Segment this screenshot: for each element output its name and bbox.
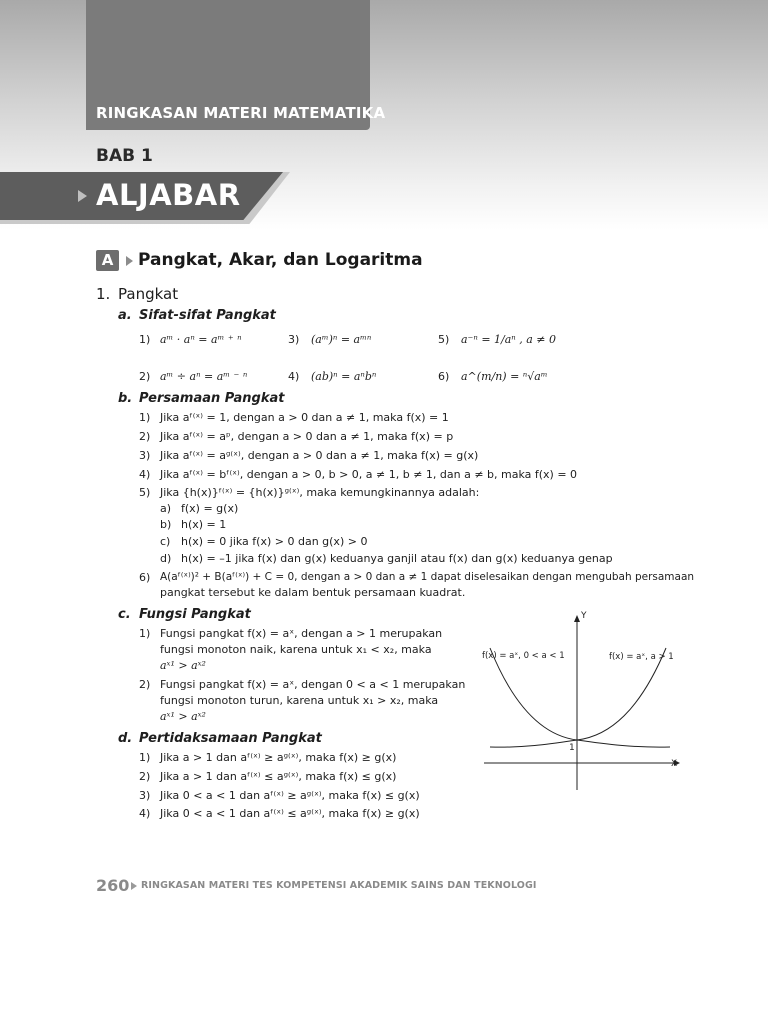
item-text: Jika aᶠ⁽ˣ⁾ = aᵍ⁽ˣ⁾, dengan a > 0 dan a ≠ 1, maka f(x) = g(x)	[160, 449, 479, 462]
sub-a-title: Sifat-sifat Pangkat	[139, 308, 276, 323]
exponential-function-graph	[470, 600, 690, 800]
intercept-label: 1	[569, 743, 575, 753]
rule-formula: a^(m/n) = ⁿ√aᵐ	[461, 370, 548, 383]
sub-item-text: h(x) = –1 jika f(x) dan g(x) keduanya ganjil atau f(x) dan g(x) keduanya genap	[181, 552, 613, 565]
series-title: RINGKASAN MATERI MATEMATIKA	[96, 104, 386, 122]
section-badge: A	[96, 250, 119, 271]
item-text: Jika 0 < a < 1 dan aᶠ⁽ˣ⁾ ≤ aᵍ⁽ˣ⁾, maka f(x) ≥ g(x)	[160, 807, 420, 820]
item-text: Jika 0 < a < 1 dan aᶠ⁽ˣ⁾ ≥ aᵍ⁽ˣ⁾, maka f(x) ≤ g(x)	[160, 789, 420, 802]
x-axis-label: X	[671, 759, 678, 769]
sub-item-number: b)	[160, 518, 172, 531]
rule-number: 5)	[438, 333, 450, 346]
item-number: 3)	[139, 449, 151, 462]
sub-b-label: b.	[118, 391, 133, 406]
rule-formula: a⁻ⁿ = 1/aⁿ , a ≠ 0	[461, 333, 557, 346]
footer-text: RINGKASAN MATERI TES KOMPETENSI AKADEMIK SAINS DAN TEKNOLOGI	[141, 880, 537, 891]
sub-item-number: c)	[160, 535, 171, 548]
item-number: 3)	[139, 789, 151, 802]
right-curve-label: f(x) = aˣ, a > 1	[609, 652, 674, 662]
item-text-continued: fungsi monoton turun, karena untuk x₁ > x₂, maka	[160, 694, 439, 707]
rule-number: 3)	[288, 333, 300, 346]
item-text: Jika aᶠ⁽ˣ⁾ = 1, dengan a > 0 dan a ≠ 1, maka f(x) = 1	[160, 411, 449, 424]
item-number: 2)	[139, 770, 151, 783]
rule-number: 2)	[139, 370, 151, 383]
item-number: 4)	[139, 468, 151, 481]
item-formula: aˣ¹ > aˣ²	[160, 710, 206, 723]
item-text: Jika aᶠ⁽ˣ⁾ = aᵖ, dengan a > 0 dan a ≠ 1, maka f(x) = p	[160, 430, 454, 443]
topic-title: Pangkat	[118, 285, 179, 303]
item-text: Fungsi pangkat f(x) = aˣ, dengan 0 < a < 1 merupakan	[160, 678, 466, 691]
rule-formula: aᵐ ÷ aⁿ = aᵐ ⁻ ⁿ	[160, 370, 248, 383]
y-axis-arrow-icon	[574, 615, 580, 622]
item-number: 4)	[139, 807, 151, 820]
item-text: Jika {h(x)}ᶠ⁽ˣ⁾ = {h(x)}ᵍ⁽ˣ⁾, maka kemungkinannya adalah:	[160, 486, 480, 499]
rule-number: 6)	[438, 370, 450, 383]
item-text-continued: pangkat tersebut ke dalam bentuk persamaan kuadrat.	[160, 586, 466, 599]
chapter-label: BAB 1	[96, 146, 153, 166]
sub-item-text: h(x) = 1	[181, 518, 227, 531]
rule-formula: aᵐ · aⁿ = aᵐ ⁺ ⁿ	[160, 333, 242, 346]
sub-item-number: d)	[160, 552, 172, 565]
chapter-title: ALJABAR	[96, 178, 241, 212]
item-number: 1)	[139, 411, 151, 424]
section-title: Pangkat, Akar, dan Logaritma	[138, 250, 423, 270]
topic-number: 1.	[96, 285, 111, 303]
rule-formula: (aᵐ)ⁿ = aᵐⁿ	[311, 333, 372, 346]
sub-d-title: Pertidaksamaan Pangkat	[139, 731, 322, 746]
sub-item-number: a)	[160, 502, 172, 515]
item-number: 1)	[139, 627, 151, 640]
item-number: 5)	[139, 486, 151, 499]
item-text: Fungsi pangkat f(x) = aˣ, dengan a > 1 merupakan	[160, 627, 443, 640]
left-curve-label: f(x) = aˣ, 0 < a < 1	[482, 651, 565, 661]
item-text: Jika a > 1 dan aᶠ⁽ˣ⁾ ≥ aᵍ⁽ˣ⁾, maka f(x) ≥ g(x)	[160, 751, 397, 764]
sub-c-label: c.	[118, 607, 131, 622]
sub-a-label: a.	[118, 308, 132, 323]
chapter-arrow-icon	[78, 190, 87, 202]
item-text: Jika aᶠ⁽ˣ⁾ = bᶠ⁽ˣ⁾, dengan a > 0, b > 0, a ≠ 1, b ≠ 1, dan a ≠ b, maka f(x) = 0	[160, 468, 578, 481]
item-formula: aˣ¹ > aˣ²	[160, 659, 206, 672]
section-arrow-icon	[126, 256, 133, 266]
item-text: Jika a > 1 dan aᶠ⁽ˣ⁾ ≤ aᵍ⁽ˣ⁾, maka f(x) ≤ g(x)	[160, 770, 397, 783]
sub-b-title: Persamaan Pangkat	[139, 391, 285, 406]
rule-number: 4)	[288, 370, 300, 383]
footer-arrow-icon	[131, 882, 137, 890]
item-number: 2)	[139, 430, 151, 443]
page-number: 260	[96, 876, 130, 895]
item-number: 1)	[139, 751, 151, 764]
curve-decreasing	[490, 648, 670, 747]
item-number: 6)	[139, 571, 151, 584]
item-number: 2)	[139, 678, 151, 691]
rule-formula: (ab)ⁿ = aⁿbⁿ	[311, 370, 377, 383]
rule-number: 1)	[139, 333, 151, 346]
sub-d-label: d.	[118, 731, 133, 746]
y-axis-label: Y	[581, 611, 587, 621]
sub-c-title: Fungsi Pangkat	[139, 607, 251, 622]
item-text: A(aᶠ⁽ˣ⁾)² + B(aᶠ⁽ˣ⁾) + C = 0, dengan a > 0 dan a ≠ 1 dapat diselesaikan dengan mengubah persamaan	[160, 571, 695, 583]
sub-item-text: h(x) = 0 jika f(x) > 0 dan g(x) > 0	[181, 535, 368, 548]
sub-item-text: f(x) = g(x)	[181, 502, 239, 515]
item-text-continued: fungsi monoton naik, karena untuk x₁ < x₂, maka	[160, 643, 432, 656]
